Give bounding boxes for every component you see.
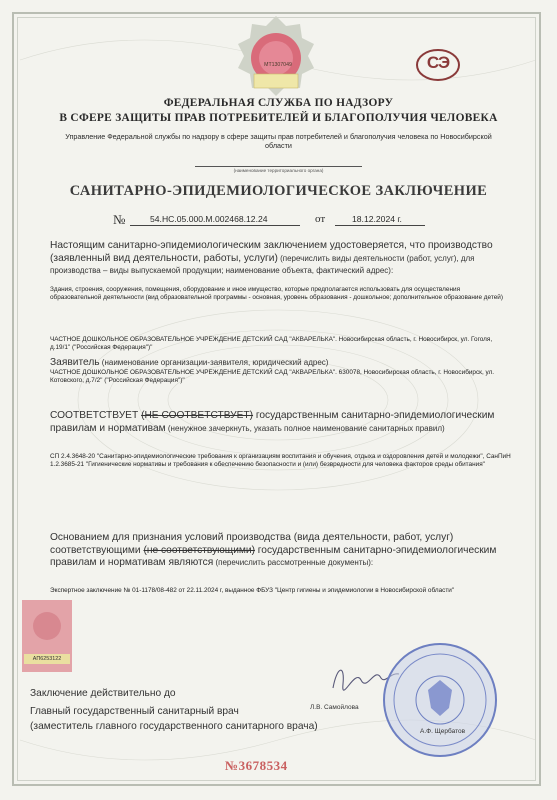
signer-name-1: Л.В. Самойлова — [310, 704, 359, 711]
not-complies-struck: (НЕ СООТВЕТСТВУЕТ) — [141, 410, 254, 421]
chief-doctor-title: Главный государственный санитарный врач — [30, 706, 239, 717]
number-symbol: № — [113, 212, 126, 227]
number-underline — [130, 225, 300, 226]
deputy-doctor-title: (заместитель главного государственного санитарного врача) — [30, 721, 318, 732]
complies-note: (ненужное зачеркнуть, указать полное наименование санитарных правил) — [165, 423, 445, 433]
complies-word: СООТВЕТСТВУЕТ — [50, 410, 139, 421]
basis-main: Основанием для признания условий производства (вида деятельности, работ, услуг) соответствующими — [50, 532, 454, 556]
paragraph-certifies-note: (перечислить виды деятельности (работ, услуг), для производства – виды выпускаемой продукции; наименование объекта, фактический адрес): — [50, 253, 475, 276]
date-underline — [335, 225, 425, 226]
paragraph-certifies-main: Настоящим санитарно-эпидемиологическим заключением удостоверяется, что производство (заявленный вид деятельности, работы, услуги) — [50, 240, 493, 264]
expert-conclusion-text: Экспертное заключение № 01-1178/08-482 от 22.11.2024 г, выданное ФБУЗ "Центр гигиены и эпидемиологии в Новосибирской области" — [50, 587, 455, 594]
territorial-caption: (наименование территориального органа) — [233, 168, 324, 173]
compliance-paragraph — [50, 410, 512, 435]
complies-rest: государственным санитарно-эпидемиологическим правилам и нормативам — [50, 410, 495, 434]
emblem-code: МТ1307049 — [264, 62, 292, 68]
objects-text: Здания, строения, сооружения, помещения, оборудование и иное имущество, которые предполагается использовать для осуществления образовательной деятельности (вид образовательной программы - основная, уровень образования - дошкольное; дополнительное образование детей) — [50, 286, 503, 301]
header-line-1: ФЕДЕРАЛЬНАЯ СЛУЖБА ПО НАДЗОРУ — [163, 97, 394, 109]
applicant-label-text: Заявитель — [50, 357, 100, 368]
basis-struck: (не соответствующими) — [143, 544, 255, 556]
applicant-label — [50, 357, 512, 370]
applicant-text: ЧАСТНОЕ ДОШКОЛЬНОЕ ОБРАЗОВАТЕЛЬНОЕ УЧРЕЖДЕНИЕ ДЕТСКИЙ САД "АКВАРЕЛЬКА". 630078, Новосибирская область, г. Новосибирск, ул. Котовского, д.7/2" ("Российская Федерация")" — [50, 369, 495, 384]
basis-note: (перечислить рассмотренные документы): — [213, 558, 374, 568]
basis-rest: государственным санитарно-эпидемиологическим правилам и нормативам являются — [50, 544, 497, 569]
blank-serial-number: №3678534 — [225, 758, 288, 773]
stamp-code: АП6253122 — [32, 656, 62, 662]
territorial-organization: Управление Федеральной службы по надзору в сфере защиты прав потребителей и благополучия человека по Новосибирской области — [65, 132, 492, 150]
facility-text: ЧАСТНОЕ ДОШКОЛЬНОЕ ОБРАЗОВАТЕЛЬНОЕ УЧРЕЖДЕНИЕ ДЕТСКИЙ САД "АКВАРЕЛЬКА". Новосибирская область, г. Новосибирск, ул. Гоголя, д.19/1" ("Российская Федерация")" — [50, 336, 493, 351]
date-prefix: от — [315, 213, 326, 225]
signer-name-2: А.Ф. Щербатов — [420, 728, 466, 735]
basis-paragraph — [50, 532, 512, 570]
se-logo-text: СЭ — [426, 53, 450, 72]
official-round-seal — [380, 640, 500, 760]
emblem-seal — [224, 14, 329, 102]
paragraph-certifies — [50, 240, 512, 278]
sanitary-rules-text: СП 2.4.3648-20 "Санитарно-эпидемиологические требования к организациям воспитания и обучения, отдыха и оздоровления детей и молодежи", СанПиН 1.2.3685-21 "Гигиенические нормативы и требования к обеспечению безопасности и (или) безвредности для человека факторов среды обитания" — [50, 453, 511, 468]
document-number: 54.НС.05.000.М.002468.12.24 — [150, 214, 268, 224]
territorial-underline — [195, 166, 362, 167]
applicant-note: (наименование организации-заявителя, юридический адрес) — [99, 358, 329, 367]
document-title: САНИТАРНО-ЭПИДЕМИОЛОГИЧЕСКОЕ ЗАКЛЮЧЕНИЕ — [69, 183, 488, 199]
document-date: 18.12.2024 г. — [352, 214, 402, 224]
valid-until-label: Заключение действительно до — [30, 688, 176, 699]
header-line-2: В СФЕРЕ ЗАЩИТЫ ПРАВ ПОТРЕБИТЕЛЕЙ И БЛАГОПОЛУЧИЯ ЧЕЛОВЕКА — [59, 112, 498, 124]
